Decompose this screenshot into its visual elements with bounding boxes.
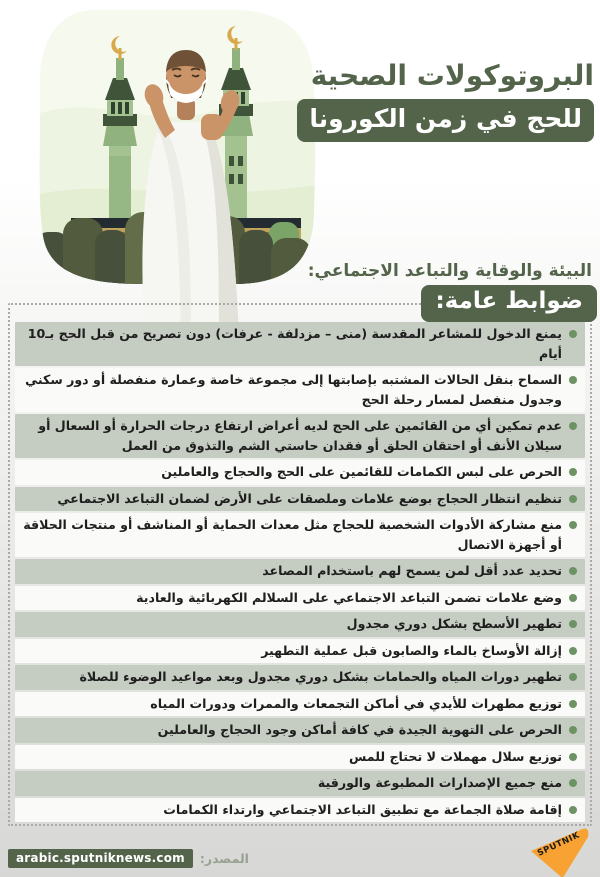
bullet-icon [569, 521, 577, 529]
bullet-icon [569, 567, 577, 575]
list-item [15, 612, 585, 637]
bullet-icon [569, 673, 577, 681]
list-item-text: وضع علامات تضمن التباعد الاجتماعي على السلالم الكهربائية والعادية [136, 589, 562, 605]
general-rules-badge: ضوابط عامة: [421, 285, 597, 322]
bullet-icon [569, 594, 577, 602]
list-item-text: توزيع مطهرات للأيدي في أماكن التجمعات والممرات ودورات المياه [150, 695, 562, 711]
page-subtitle-badge: للحج في زمن الكورونا [297, 99, 594, 142]
list-item-text: تطهير دورات المياه والحمامات بشكل دوري مجدول وبعد مواعيد الوضوء للصلاة [79, 669, 562, 685]
bullet-icon [569, 779, 577, 787]
list-item [15, 414, 585, 458]
page-title: البروتوكولات الصحية [310, 59, 594, 92]
list-item-text: تطهير الأسطح بشكل دوري مجدول [346, 616, 562, 632]
bullet-icon [569, 620, 577, 628]
list-item-text: منع مشاركة الأدوات الشخصية للحجاج مثل معدات الحماية أو المناشف أو منتجات الحلاقة أو أجهزة الاتصال [23, 517, 562, 552]
list-item [15, 559, 585, 584]
bullet-icon [569, 726, 577, 734]
list-item [15, 487, 585, 512]
list-item [15, 639, 585, 664]
sputnik-logo-text: SPUTNIK [536, 830, 582, 859]
bullet-icon [569, 376, 577, 384]
protocol-frame [8, 303, 592, 826]
list-item [15, 460, 585, 485]
source-url[interactable]: arabic.sputniknews.com [8, 849, 193, 868]
header [297, 58, 594, 142]
sputnik-logo [528, 827, 590, 877]
list-item-text: توزيع سلال مهملات لا تحتاج للمس [348, 748, 562, 764]
list-item-text: إقامة صلاة الجماعة مع تطبيق التباعد الاجتماعي وارتداء الكمامات [163, 801, 562, 817]
list-item [15, 718, 585, 743]
bullet-icon [569, 468, 577, 476]
list-item-text: تنظيم انتظار الحجاج بوضع علامات وملصقات على الأرض لضمان التباعد الاجتماعي [57, 490, 562, 506]
list-item-text: إزالة الأوساخ بالماء والصابون قبل عملية التطهير [261, 642, 562, 658]
bullet-icon [569, 647, 577, 655]
source-bar [8, 849, 249, 868]
list-item [15, 368, 585, 412]
list-item [15, 586, 585, 611]
list-item [15, 322, 585, 366]
list-item-text: تحديد عدد أقل لمن يسمح لهم باستخدام المصاعد [262, 563, 562, 579]
bullet-icon [569, 330, 577, 338]
list-item [15, 692, 585, 717]
list-item-text: عدم تمكين أي من القائمين على الحج لديه أعراض ارتفاع درجات الحرارة أو السعال أو سيلان الأنف أو احتقان الحلق أو فقدان حاستي الشم والتذوق من العمل [38, 418, 562, 453]
section-label: البيئة والوقاية والتباعد الاجتماعي: [307, 261, 592, 281]
bullet-icon [569, 753, 577, 761]
bullet-icon [569, 495, 577, 503]
list-item [15, 665, 585, 690]
list-item [15, 745, 585, 770]
bullet-icon [569, 700, 577, 708]
list-item-text: السماح بنقل الحالات المشتبه بإصابتها إلى مجموعة خاصة وعمارة منفصلة أو دور سكني وجدول منفصل لمسار رحلة الحج [25, 372, 562, 407]
bullet-icon [569, 422, 577, 430]
list-item-text: الحرص على لبس الكمامات للقائمين على الحج والحجاج والعاملين [161, 464, 562, 480]
protocol-list [15, 322, 585, 822]
list-item-text: منع جميع الإصدارات المطبوعة والورقية [317, 775, 562, 791]
pilgrim-kaaba-illustration [33, 6, 323, 336]
list-item [15, 771, 585, 796]
list-item [15, 513, 585, 557]
list-item [15, 798, 585, 823]
list-item-text: يمنع الدخول للمشاعر المقدسة (منى – مزدلفة - عرفات) دون تصريح من قبل الحج بـ10 أيام [27, 326, 562, 361]
list-item-text: الحرص على التهوية الجيدة في كافة أماكن وجود الحجاج والعاملين [157, 722, 562, 738]
source-label: المصدر: [199, 851, 249, 866]
bullet-icon [569, 806, 577, 814]
